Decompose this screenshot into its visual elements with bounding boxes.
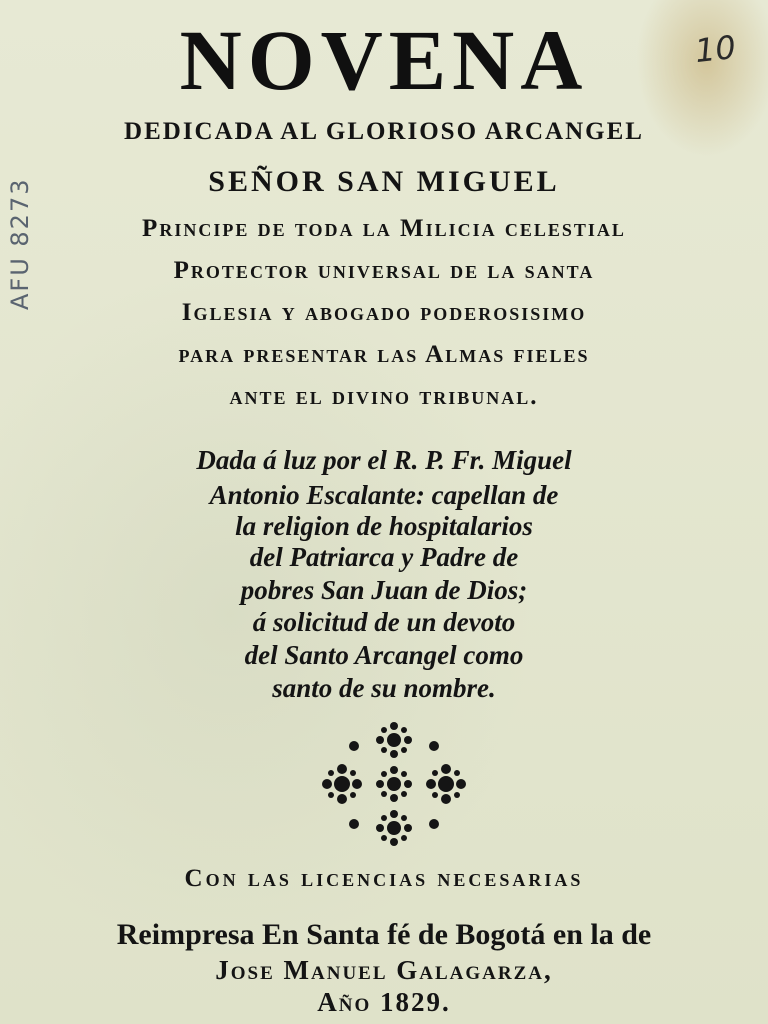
author-line-1: Dada á luz por el R. P. Fr. Miguel [196, 445, 572, 475]
page-title: NOVENA [179, 12, 589, 108]
imprint-line-1: Reimpresa En Santa fé de Bogotá en la de [116, 918, 652, 951]
subtitle-line-5: Iglesia y abogado poderosisimo [181, 299, 587, 326]
subtitle-line-3: Principe de toda la Milicia celestial [142, 215, 626, 242]
author-line-6: á solicitud de un devoto [252, 607, 516, 637]
imprint-printer: Jose Manuel Galagarza, [215, 955, 553, 985]
subtitle-line-7: ante el divino tribunal. [229, 383, 539, 410]
handwritten-call-number: AFU 8273 [6, 177, 34, 310]
author-line-4: del Patriarca y Padre de [249, 542, 519, 572]
licenses-line: Con las licencias necesarias [184, 865, 584, 892]
author-line-5: pobres San Juan de Dios; [240, 575, 528, 605]
floral-ornament-icon [314, 718, 474, 848]
author-line-7: del Santo Arcangel como [244, 640, 524, 670]
author-line-8: santo de su nombre. [272, 673, 496, 703]
handwritten-page-number: 10 [693, 27, 738, 71]
subtitle-line-2: SEÑOR SAN MIGUEL [208, 165, 560, 198]
author-line-2: Antonio Escalante: capellan de [209, 480, 559, 510]
imprint-year: Año 1829. [317, 987, 451, 1017]
subtitle-line-6: para presentar las Almas fieles [178, 341, 590, 368]
subtitle-line-4: Protector universal de la santa [173, 257, 595, 284]
author-line-3: la religion de hospitalarios [235, 511, 533, 541]
subtitle-line-1: DEDICADA AL GLORIOSO ARCANGEL [124, 118, 644, 145]
